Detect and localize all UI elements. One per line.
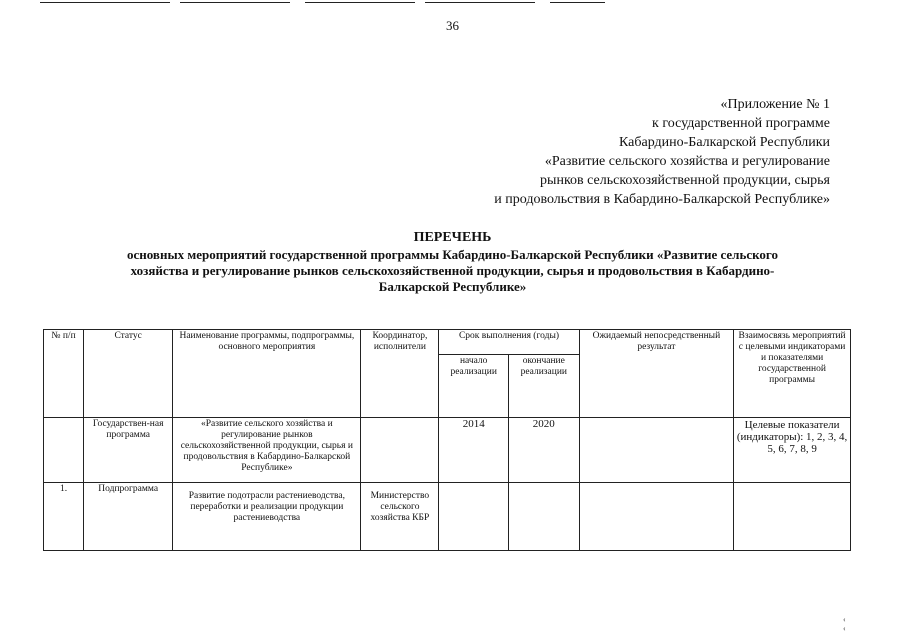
cell-num: 1. [44,483,84,551]
cell-name: «Развитие сельского хозяйства и регулирование рынков сельскохозяйственной продукции, сырья и продовольствия в Кабардино-Балкарской Республике» [173,418,361,483]
cell-start [439,483,509,551]
cell-num [44,418,84,483]
document-title [30,229,875,295]
cell-link: Целевые показатели (индикаторы): 1, 2, 3, 4, 5, 6, 7, 8, 9 [734,418,851,483]
scan-edge-line [180,2,290,3]
appendix-note [494,95,830,209]
header-result: Ожидаемый непосредственный результат [579,330,734,418]
cell-result [579,418,734,483]
title-main: ПЕРЕЧЕНЬ [413,230,492,245]
appendix-line: «Приложение № 1 [720,97,830,112]
appendix-line: к государственной программе [652,116,830,131]
appendix-line: и продовольствия в Кабардино-Балкарской Республике» [494,192,830,207]
title-line: хозяйства и регулирование рынков сельскохозяйственной продукции, сырья и продовольствия в Кабардино- [130,263,775,278]
header-start: начало реализации [439,355,509,418]
cell-result [579,483,734,551]
scan-edge-line [305,2,415,3]
table-row [44,483,851,551]
table-row [44,418,851,483]
scan-marks: ‹ ‹ [843,615,878,633]
page-number: 36 [446,18,459,33]
scan-edge-line [550,2,605,3]
header-num: № п/п [44,330,84,418]
title-line: Балкарской Республике» [378,279,527,294]
cell-status: Государствен-ная программа [84,418,173,483]
header-name: Наименование программы, подпрограммы, основного мероприятия [173,330,361,418]
cell-end [509,483,580,551]
header-status: Статус [84,330,173,418]
header-link: Взаимосвязь мероприятий с целевыми индикаторами и показателями государственной программы [734,330,851,418]
appendix-line: рынков сельскохозяйственной продукции, сырья [540,173,830,188]
cell-link [734,483,851,551]
appendix-line: «Развитие сельского хозяйства и регулирование [544,154,830,169]
table-header-row [44,330,851,355]
cell-status: Подпрограмма [84,483,173,551]
cell-coordinator: Министерство сельского хозяйства КБР [361,483,439,551]
header-end: окончание реализации [509,355,580,418]
cell-coordinator [361,418,439,483]
scan-edge-line [40,2,170,3]
header-period: Срок выполнения (годы) [439,330,579,355]
appendix-line: Кабардино-Балкарской Республики [619,135,830,150]
cell-start: 2014 [439,418,509,483]
scan-edge-line [425,2,535,3]
cell-end: 2020 [509,418,580,483]
cell-name: Развитие подотрасли растениеводства, переработки и реализации продукции растениеводства [173,483,361,551]
title-line: основных мероприятий государственной программы Кабардино-Балкарской Республики «Развитие сельского [127,247,778,262]
measures-table [43,329,851,551]
header-coordinator: Координатор, исполнители [361,330,439,418]
